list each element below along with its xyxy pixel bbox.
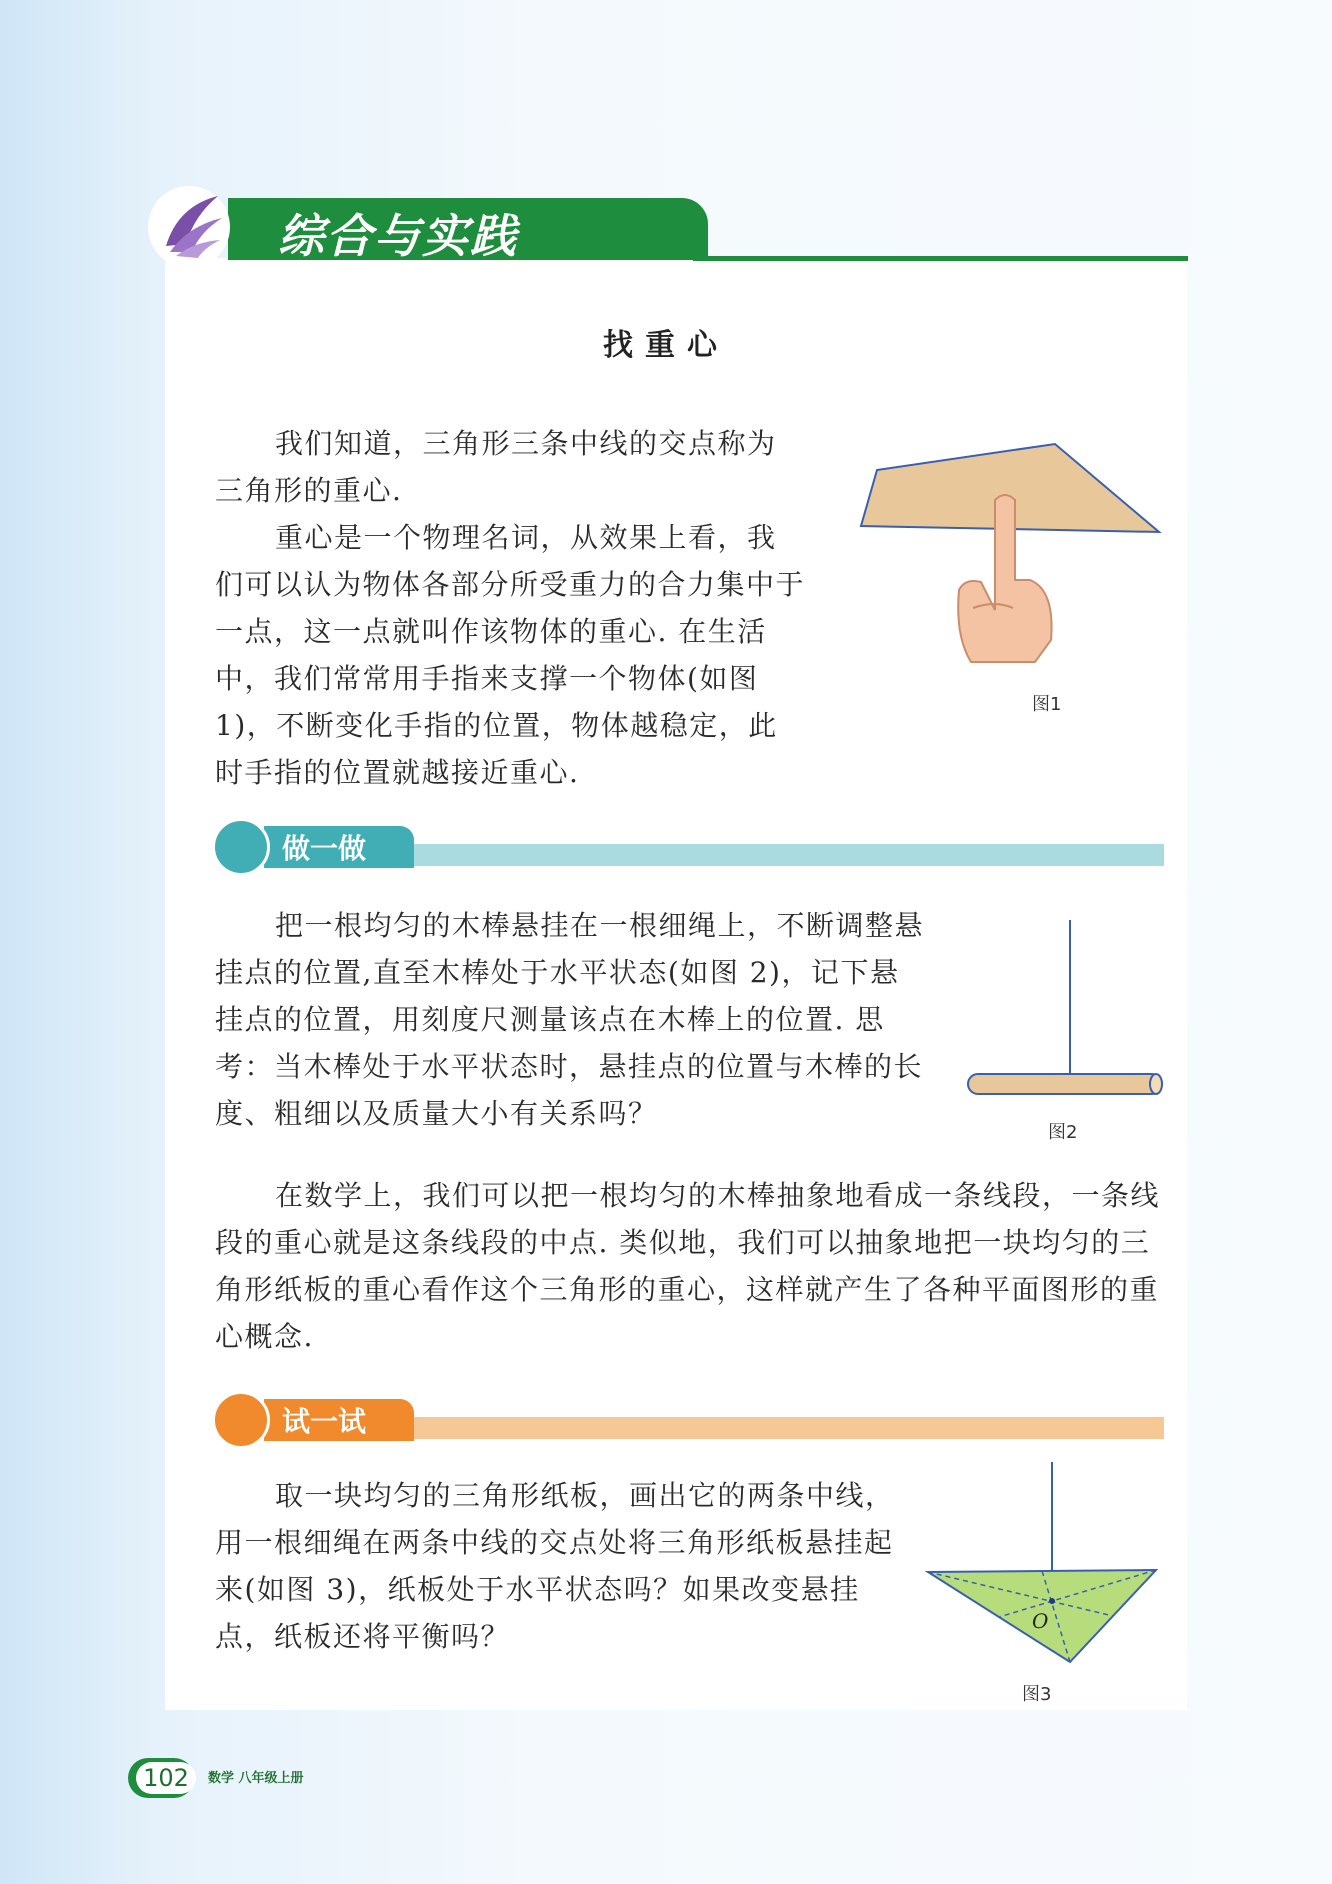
- chapter-title: 综合与实践: [278, 209, 518, 263]
- section-try-it: [212, 1395, 1162, 1443]
- figure-3-hanging-triangle: [920, 1460, 1160, 1670]
- math-text: 在数学上，我们可以把一根均匀的木棒抽象地看成一条线段，一条线段的重心就是这条线段的中点. 类似地，我们可以抽象地把一块均匀的三角形纸板的重心看作这个三角形的重心，这样就产生了各种平面图形的重心概念.: [215, 1179, 1161, 1353]
- intro-paragraph-1: [215, 420, 805, 514]
- puzzle-icon: [212, 818, 270, 876]
- do-it-paragraph: [215, 902, 927, 1137]
- try-it-label: 试一试: [282, 1405, 367, 1438]
- figure-1-finger-board: [855, 440, 1175, 670]
- intro-paragraph-2: [215, 514, 805, 796]
- centroid-label: O: [1032, 1609, 1049, 1633]
- do-it-band: [352, 844, 1164, 866]
- section-do-it: [212, 822, 1162, 870]
- try-it-paragraph: [215, 1472, 905, 1660]
- book-name: 数学 八年级上册: [208, 1771, 304, 1786]
- intro-text-1: 我们知道，三角形三条中线的交点称为三角形的重心.: [215, 427, 777, 507]
- gears-icon: [212, 1391, 270, 1449]
- try-it-text: 取一块均匀的三角形纸板，画出它的两条中线，用一根细绳在两条中线的交点处将三角形纸板悬挂起来(如图 3)，纸板处于水平状态吗？如果改变悬挂点，纸板还将平衡吗？: [215, 1479, 895, 1653]
- figure-2-hanging-stick: [960, 918, 1170, 1098]
- intro-text-2: 重心是一个物理名词，从效果上看，我们可以认为物体各部分所受重力的合力集中于一点，这一点就叫作该物体的重心. 在生活中，我们常常用手指来支撑一个物体(如图1)，不断变化手指的位置，物体越稳定，此时手指的位置就越接近重心.: [215, 521, 806, 789]
- do-it-label: 做一做: [282, 832, 367, 865]
- figure-3-caption: 图3: [1022, 1684, 1052, 1705]
- math-paragraph: [215, 1172, 1165, 1360]
- do-it-text: 把一根均匀的木棒悬挂在一根细绳上，不断调整悬挂点的位置,直至木棒处于水平状态(如图 2)，记下悬挂点的位置，用刻度尺测量该点在木棒上的位置. 思考：当木棒处于水平状态时，悬挂点的位置与木棒的长度、粗细以及质量大小有关系吗？: [215, 909, 925, 1130]
- section-title: 找重心: [603, 328, 729, 363]
- page-number: 102: [136, 1762, 196, 1794]
- header-rule: [693, 256, 1188, 261]
- chapter-header: [148, 186, 1188, 268]
- try-it-band: [352, 1417, 1164, 1439]
- wing-logo-icon: [148, 186, 230, 268]
- figure-1-caption: 图1: [1032, 694, 1062, 715]
- figure-2-caption: 图2: [1048, 1122, 1078, 1143]
